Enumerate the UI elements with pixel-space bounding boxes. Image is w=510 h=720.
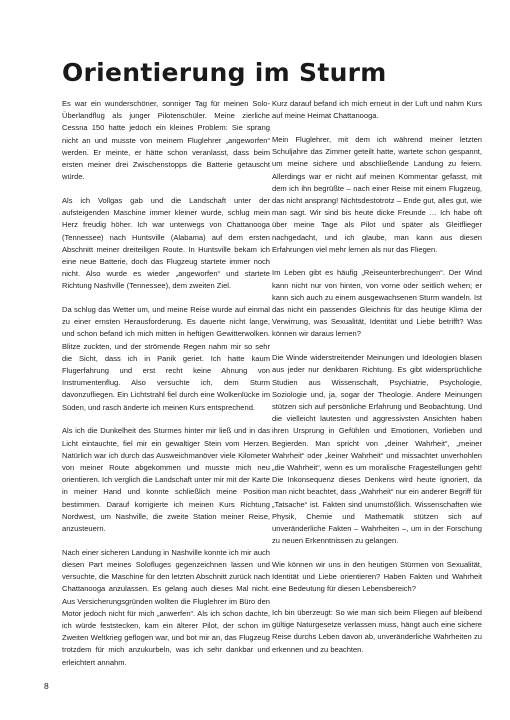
paragraph: Als ich die Dunkelheit des Sturmes hinter mir ließ und in das Licht eintauchte, fiel mir ein gewaltiger Stein vom Herzen. Natürlich war ich durch das Ausweichmanöver viele Kilometer von meiner Route abgekommen und musste mich neu orientieren. Ich verglich die Landschaft unter mir mit der Karte in meiner Hand und konnte schließlich meine Position bestimmen. Darauf korrigierte ich meinen Kurs Richtung Nordwest, um Nashville, die zweite Station meiner Reise, anzusteuern. <box>62 426 270 533</box>
paragraph: Ich bin überzeugt: So wie man sich beim Fliegen auf bleibend gültige Naturgesetze verlassen muss, hängt auch eine sichere Reise durchs Leben davon ab, unveränderliche Wahrheiten zu erkennen und zu beachten. <box>272 608 482 654</box>
paragraph: Kurz darauf befand ich mich erneut in der Luft und nahm Kurs auf meine Heimat Chattanooga. <box>272 99 482 121</box>
paragraph: Nach einer sicheren Landung in Nashville konnte ich mir auch diesen Part meines Solofluges gegenzeichnen lassen und versuchte, die Maschine für den letzten Abschnitt zurück nach Chattanooga anzulassen. Es gelang auch dieses Mal nicht. Aus Versicherungsgründen wollten die Fluglehrer im Büro den Motor jedoch nicht für mich „anwerfen“. Als ich schon dachte, ich würde feststecken, kam ein älterer Pilot, der schon im Zweiten Weltkrieg geflogen war, und bot mir an, das Flugzeug trotzdem für mich anzukurbeln, was ich sehr dankbar und erleichtert annahm. <box>62 547 270 667</box>
page-number: 8 <box>44 681 49 691</box>
paragraph: Da schlug das Wetter um, und meine Reise wurde auf einmal zu einer ernsten Herausforderung. Es dauerte nicht lange, und schon befand ich mich mitten in heftigen Gewitterwolken. Blitze zuckten, und der strömende Regen nahm mir so sehr die Sicht, dass ich in Panik geriet. Ich hatte kaum Flugerfahrung und erst recht keine Ahnung von Instrumentenflug. Also versuchte ich, dem Sturm davonzufliegen. Ein Lichtstrahl fiel durch eine Wolkenlücke im Süden, und rasch änderte ich meinen Kurs entsprechend. <box>62 305 270 412</box>
page-title: Orientierung im Sturm <box>62 58 387 87</box>
paragraph: Wie können wir uns in den heutigen Stürmen von Sexualität, Identität und Liebe orientieren? Haben Fakten und Wahrheit eine Bedeutung für diesen Lebensbereich? <box>272 559 482 594</box>
paragraph: Die Winde widerstreitender Meinungen und Ideologien blasen aus jeder nur denkbaren Richtung. Es gibt widersprüchliche Studien aus Wissenschaft, Psychiatrie, Psychologie, Soziologie und, ja, sogar der Theologie. Andere Meinungen stützen sich auf persönliche Erfahrung und Beobachtung. Und die vielleicht lautesten und aggressivsten Ansichten haben ihren Ursprung in Gefühlen und Emotionen, Vorlieben und Begierden. Man spricht von „deiner Wahrheit“, „meiner Wahrheit“ oder „keiner Wahrheit“ und missachtet unverhohlen „die Wahrheit“, wenn es um moralische Fragestellungen geht! Die Inkonsequenz dieses Denkens wird heute ignoriert, da man nicht beachtet, dass „Wahrheit“ nur ein anderer Begriff für „Tatsache“ ist. Fakten sind unumstößlich. Wissenschaften wie Physik, Chemie und Mathematik stützen sich auf unveränderliche Fakten – Wahrheiten –, um in der Forschung zu neuen Erkenntnissen zu gelangen. <box>272 353 482 546</box>
paragraph: Es war ein wunderschöner, sonniger Tag für meinen Solo-Überlandflug als junger Pilotenschüler. Meine zierliche Cessna 150 hatte jedoch ein kleines Problem: Sie sprang nicht an und musste von meinem Fluglehrer „angeworfen“ werden. Er meinte, er hätte schon veranlasst, dass beim ersten meiner drei Zwischenstopps die Batterie getauscht würde. <box>62 99 270 182</box>
paragraph: Als ich Vollgas gab und die Landschaft unter der aufsteigenden Maschine immer kleiner wurde, schlug mein Herz freudig höher. Ich war unterwegs von Chattanooga (Tennessee) nach Huntsville (Alabama) auf dem ersten Abschnitt meiner dreiteiligen Route. In Huntsville bekam ich eine neue Batterie, doch das Flugzeug startete immer noch nicht. Also wurde es wieder „angeworfen“ und startete Richtung Nashville (Tennessee), dem zweiten Ziel. <box>62 195 270 291</box>
paragraph: Mein Fluglehrer, mit dem ich während meiner letzten Schuljahre das Zimmer geteilt hatte, wartete schon gespannt, um meine sichere und abschließende Landung zu feiern. Allerdings war er nicht auf meinen Kommentar gefasst, mit dem ich ihn begrüßte – nach einer Reise mit einem Flugzeug, das nicht ansprang! Nichtsdestotrotz – Ende gut, alles gut, wie man sagt. Wir sind bis heute dicke Freunde … Ich habe oft über meine Tage als Pilot und später als Gleitflieger nachgedacht, und ich glaube, man kann aus diesen Erfahrungen viel mehr lernen als nur das Fliegen. <box>272 134 482 254</box>
paragraph: Im Leben gibt es häufig „Reiseunterbrechungen“. Der Wind kann nicht nur von hinten, von vorne oder seitlich wehen; er kann sich auch zu einem ausgewachsenen Sturm wandeln. Ist das nicht ein passendes Gleichnis für das heutige Klima der Verwirrung, was Sexualität, Identität und Liebe betrifft? Was können wir daraus lernen? <box>272 268 482 339</box>
left-text-column <box>62 98 270 680</box>
right-text-column <box>272 98 482 667</box>
